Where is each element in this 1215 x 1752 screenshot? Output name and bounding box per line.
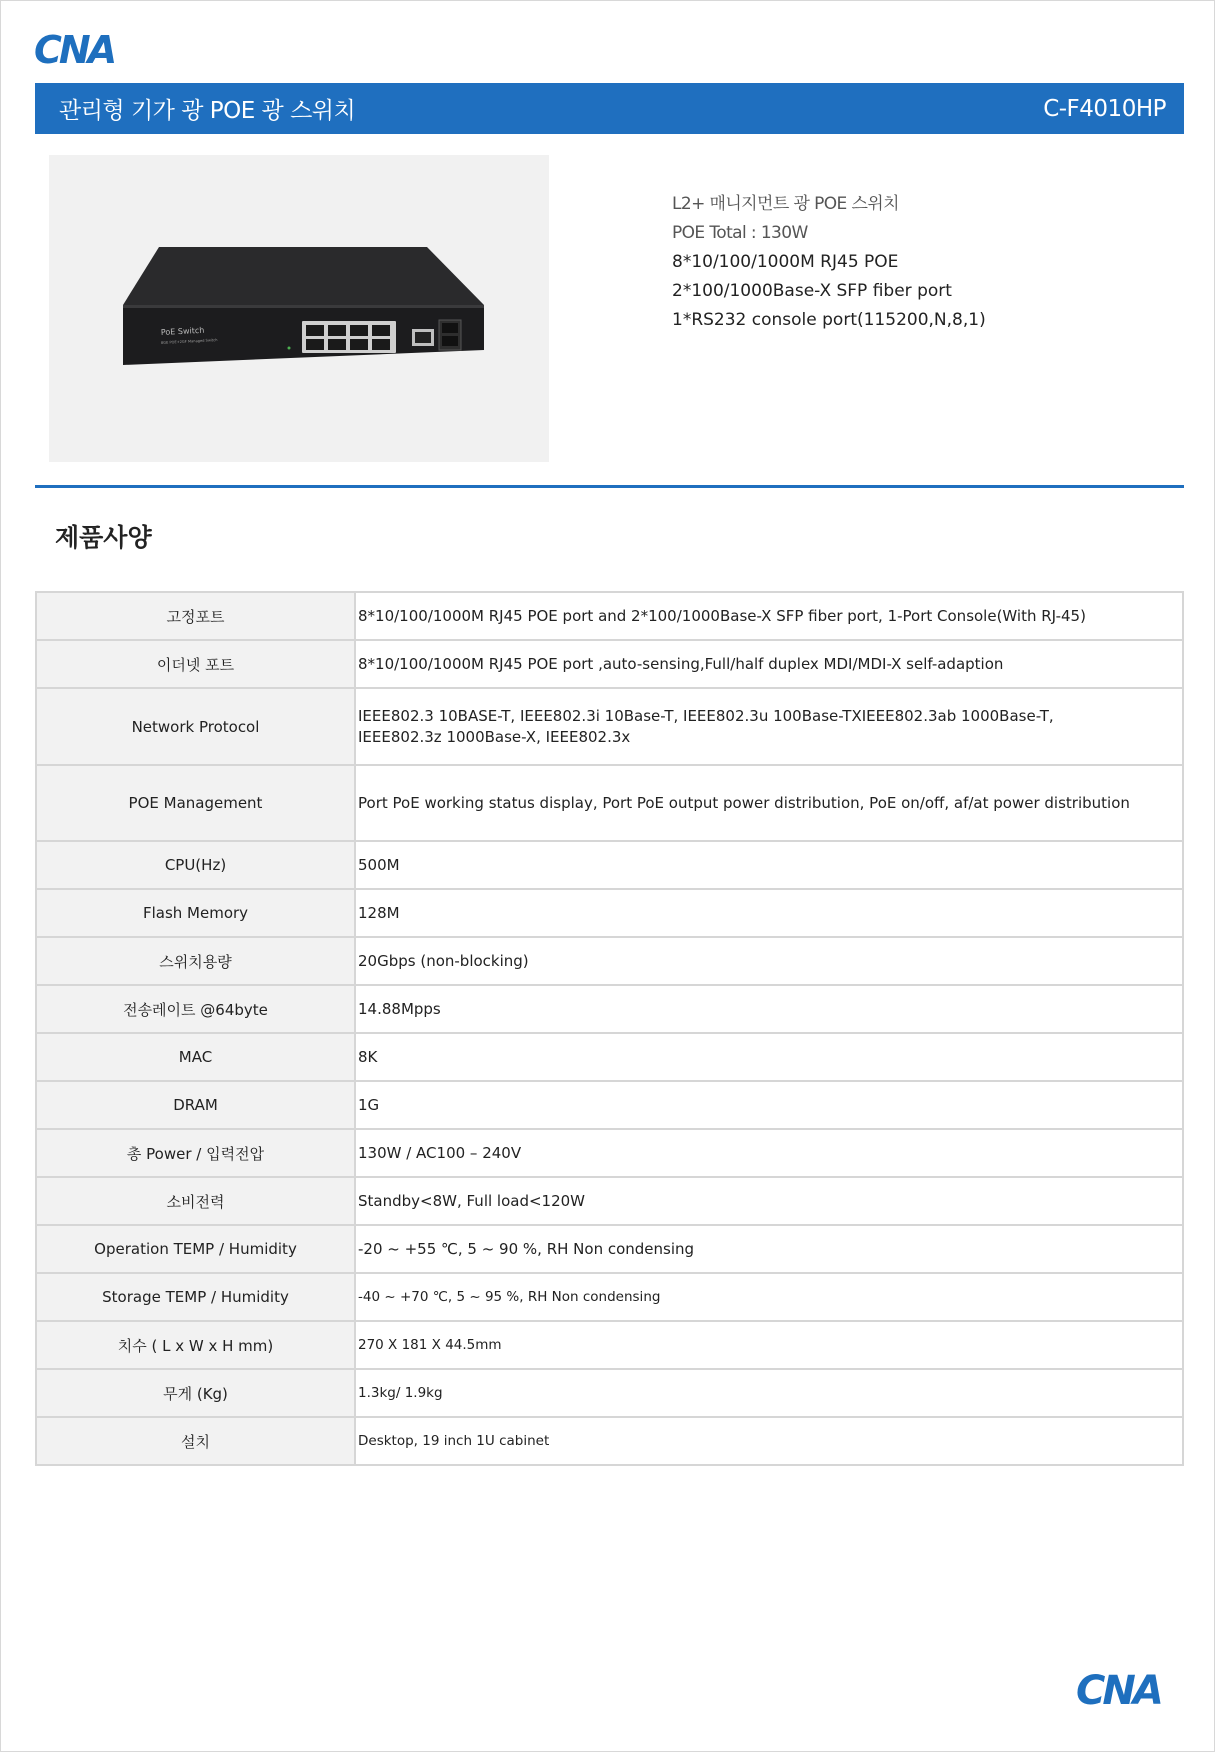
spec-value: 130W / AC100 – 240V bbox=[355, 1129, 1183, 1177]
spec-row bbox=[36, 688, 1183, 765]
spec-value: 8K bbox=[355, 1033, 1183, 1081]
section-divider bbox=[35, 485, 1184, 488]
spec-value: 500M bbox=[355, 841, 1183, 889]
spec-label: 설치 bbox=[36, 1417, 355, 1465]
spec-row bbox=[36, 1129, 1183, 1177]
spec-value: Standby<8W, Full load<120W bbox=[355, 1177, 1183, 1225]
brand-logo-footer: CNA bbox=[1076, 1668, 1161, 1714]
spec-row bbox=[36, 592, 1183, 640]
spec-value: Port PoE working status display, Port PoE output power distribution, PoE on/off, af/at power distribution bbox=[355, 765, 1183, 841]
spec-row bbox=[36, 1273, 1183, 1321]
spec-label: 소비전력 bbox=[36, 1177, 355, 1225]
spec-row bbox=[36, 889, 1183, 937]
spec-label: 무게 (Kg) bbox=[36, 1369, 355, 1417]
section-title: 제품사양 bbox=[55, 523, 152, 552]
spec-label: 이더넷 포트 bbox=[36, 640, 355, 688]
spec-label: Network Protocol bbox=[36, 688, 355, 765]
spec-row bbox=[36, 765, 1183, 841]
spec-label: CPU(Hz) bbox=[36, 841, 355, 889]
spec-label: DRAM bbox=[36, 1081, 355, 1129]
switch-face-sublabel: 8GE POE+2GF Managed Switch bbox=[160, 338, 218, 345]
feature-item: 2*100/1000Base-X SFP fiber port bbox=[672, 281, 952, 301]
feature-item: 8*10/100/1000M RJ45 POE bbox=[672, 252, 899, 272]
spec-value: 128M bbox=[355, 889, 1183, 937]
spec-value: 8*10/100/1000M RJ45 POE port ,auto-sensing,Full/half duplex MDI/MDI-X self-adaption bbox=[355, 640, 1183, 688]
spec-value: 8*10/100/1000M RJ45 POE port and 2*100/1000Base-X SFP fiber port, 1-Port Console(With RJ-45) bbox=[355, 592, 1183, 640]
spec-value-line: IEEE802.3z 1000Base-X, IEEE802.3x bbox=[358, 727, 631, 746]
spec-label: 치수 ( L x W x H mm) bbox=[36, 1321, 355, 1369]
spec-value: -20 ~ +55 ℃, 5 ~ 90 %, RH Non condensing bbox=[355, 1225, 1183, 1273]
spec-value: -40 ~ +70 ℃, 5 ~ 95 %, RH Non condensing bbox=[355, 1273, 1183, 1321]
spec-label: 스위치용량 bbox=[36, 937, 355, 985]
spec-label: 고정포트 bbox=[36, 592, 355, 640]
spec-label: MAC bbox=[36, 1033, 355, 1081]
spec-row bbox=[36, 1033, 1183, 1081]
product-image bbox=[49, 155, 549, 462]
feature-item: 1*RS232 console port(115200,N,8,1) bbox=[672, 310, 986, 330]
spec-label: Operation TEMP / Humidity bbox=[36, 1225, 355, 1273]
poe-switch-illustration bbox=[49, 155, 549, 462]
spec-label: 전송레이트 @64byte bbox=[36, 985, 355, 1033]
spec-value: 1.3kg/ 1.9kg bbox=[355, 1369, 1183, 1417]
spec-row bbox=[36, 985, 1183, 1033]
spec-value: 1G bbox=[355, 1081, 1183, 1129]
spec-label: POE Management bbox=[36, 765, 355, 841]
spec-row bbox=[36, 1081, 1183, 1129]
spec-label: Flash Memory bbox=[36, 889, 355, 937]
spec-value: Desktop, 19 inch 1U cabinet bbox=[355, 1417, 1183, 1465]
spec-row bbox=[36, 1177, 1183, 1225]
spec-value-line: IEEE802.3 10BASE-T, IEEE802.3i 10Base-T, IEEE802.3u 100Base-TXIEEE802.3ab 1000Base-T, bbox=[358, 707, 1054, 726]
feature-item: L2+ 매니지먼트 광 POE 스위치 bbox=[672, 194, 899, 214]
spec-row bbox=[36, 841, 1183, 889]
feature-item: POE Total : 130W bbox=[672, 223, 808, 243]
brand-logo: CNA bbox=[34, 28, 115, 72]
spec-row bbox=[36, 1321, 1183, 1369]
spec-row bbox=[36, 1225, 1183, 1273]
model-number: C-F4010HP bbox=[1043, 95, 1166, 122]
product-title: 관리형 기가 광 POE 광 스위치 bbox=[59, 98, 356, 124]
spec-value: 14.88Mpps bbox=[355, 985, 1183, 1033]
spec-row bbox=[36, 1369, 1183, 1417]
spec-label: 총 Power / 입력전압 bbox=[36, 1129, 355, 1177]
spec-table bbox=[35, 591, 1184, 1466]
spec-row bbox=[36, 640, 1183, 688]
switch-face-label: PoE Switch bbox=[160, 325, 205, 337]
spec-value: 20Gbps (non-blocking) bbox=[355, 937, 1183, 985]
feature-list bbox=[672, 190, 986, 335]
title-bar bbox=[35, 83, 1184, 134]
spec-row bbox=[36, 1417, 1183, 1465]
spec-row bbox=[36, 937, 1183, 985]
spec-label: Storage TEMP / Humidity bbox=[36, 1273, 355, 1321]
spec-value: 270 X 181 X 44.5mm bbox=[355, 1321, 1183, 1369]
spec-value bbox=[355, 688, 1183, 765]
